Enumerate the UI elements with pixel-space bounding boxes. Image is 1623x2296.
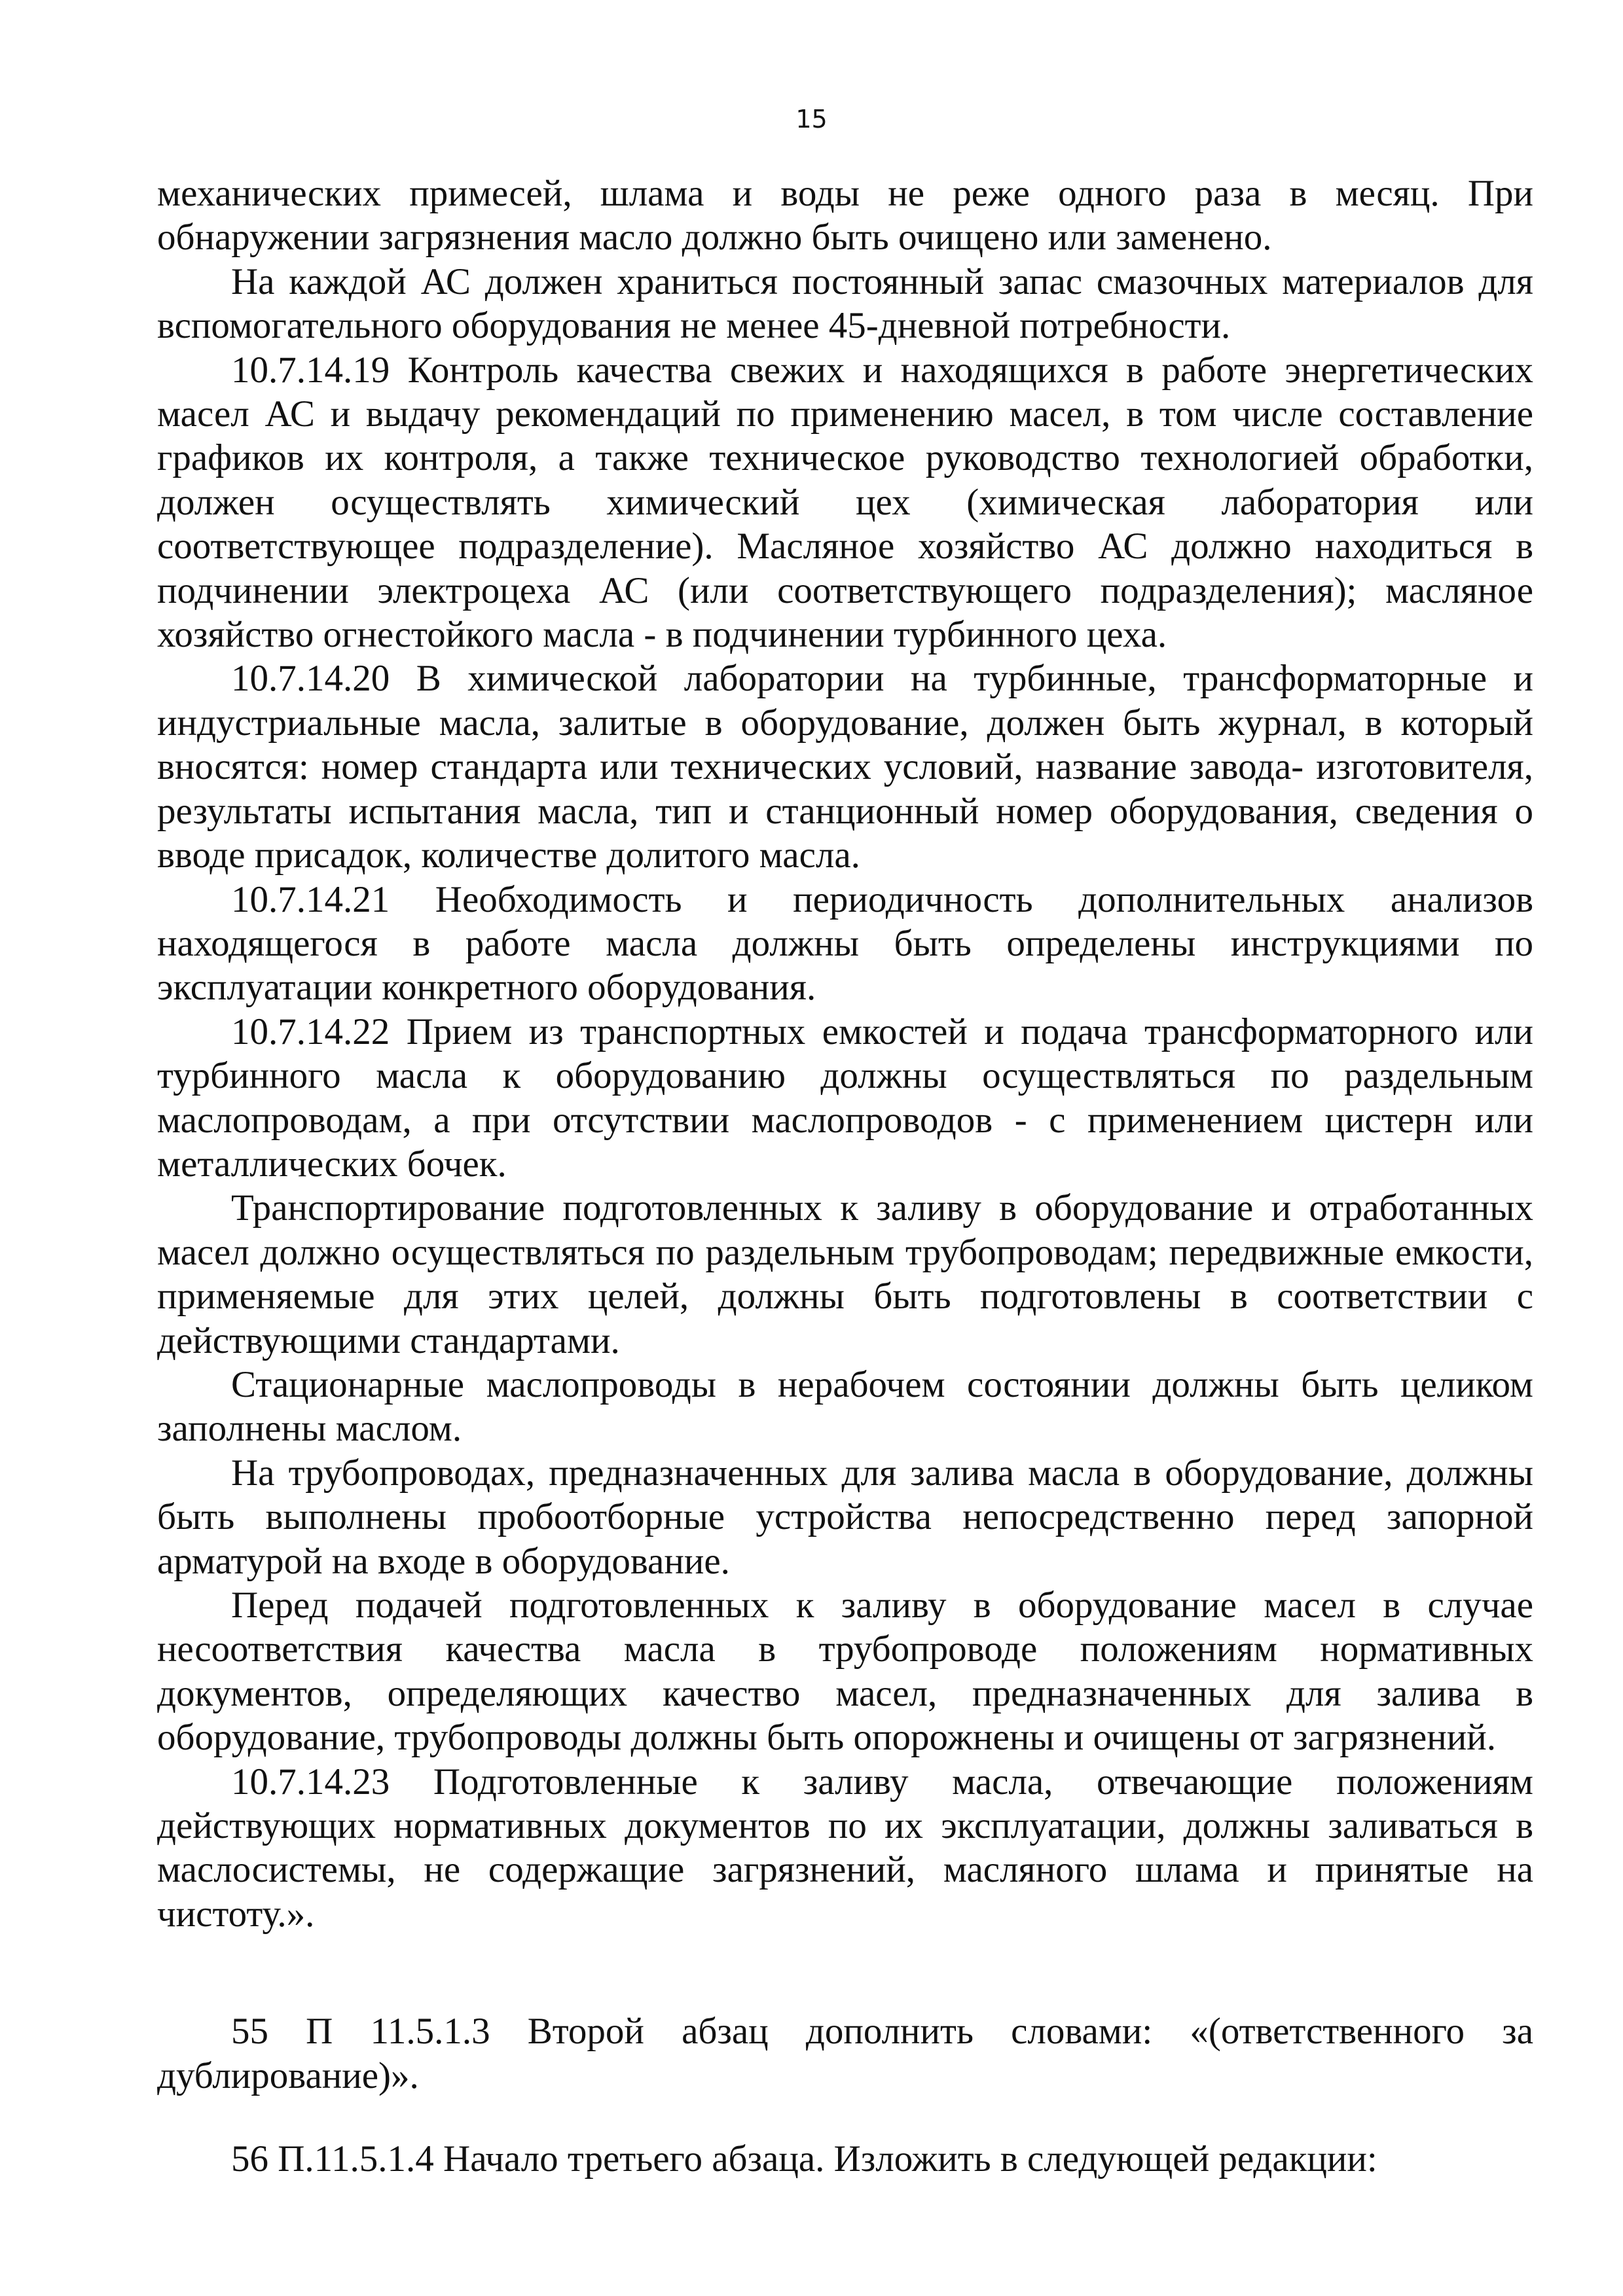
paragraph-transportation: Транспортирование подготовленных к заливу в оборудование и отработанных масел должно осуществляться по раздельным трубопроводам; передвижные емкости, применяемые для этих целей, должны быть подготовлены в соответствии с действующими стандартами. (157, 1187, 1533, 1361)
paragraph-10-7-14-21: 10.7.14.21 Необходимость и периодичность дополнительных анализов находящегося в работе масла должны быть определены инструкциями по эксплуатации конкретного оборудования. (157, 878, 1533, 1009)
paragraph-stationary-pipelines: Стационарные маслопроводы в нерабочем состоянии должны быть целиком заполнены маслом. (157, 1363, 1533, 1450)
page-number: 15 (795, 105, 828, 134)
document-body (157, 171, 1533, 2181)
paragraph-sampling-devices: На трубопроводах, предназначенных для залива масла в оборудование, должны быть выполнены пробоотборные устройства непосредственно перед запорной арматурой на входе в оборудование. (157, 1452, 1533, 1582)
paragraph-continuation: механических примесей, шлама и воды не реже одного раза в месяц. При обнаружении загрязнения масло должно быть очищено или заменено. (157, 173, 1533, 259)
paragraph-item-55: 55 П 11.5.1.3 Второй абзац дополнить словами: «(ответственного за дублирование)». (157, 2011, 1533, 2096)
paragraph-10-7-14-20: 10.7.14.20 В химической лаборатории на турбинные, трансформаторные и индустриальные масла, залитые в оборудование, должен быть журнал, в который вносятся: номер стандарта или технических условий, название завода- изготовителя, результаты испытания масла, тип и станционный номер оборудования, сведения о вводе присадок, количестве долитого масла. (157, 658, 1533, 876)
paragraph-10-7-14-19: 10.7.14.19 Контроль качества свежих и находящихся в работе энергетических масел АС и выдачу рекомендаций по применению масел, в том числе составление графиков их контроля, а также техническое руководство технологией обработки, должен осуществлять химический цех (химическая лаборатория или соответствующее подразделение). Масляное хозяйство АС должно находиться в подчинении электроцеха АС (или соответствующего подразделения); масляное хозяйство огнестойкого масла - в подчинении турбинного цеха. (157, 349, 1533, 656)
paragraph-10-7-14-23: 10.7.14.23 Подготовленные к заливу масла, отвечающие положениям действующих нормативных документов по их эксплуатации, должны заливаться в маслосистемы, не содержащие загрязнений, масляного шлама и принятые на чистоту.». (157, 1761, 1533, 1935)
paragraph-lubricant-reserve: На каждой АС должен храниться постоянный запас смазочных материалов для вспомогательного оборудования не менее 45-дневной потребности. (157, 260, 1533, 347)
paragraph-pipeline-cleaning: Перед подачей подготовленных к заливу в оборудование масел в случае несоответствия качества масла в трубопроводе положениям нормативных документов, определяющих качество масел, предназначенных для залива в оборудование, трубопроводы должны быть опорожнены и очищены от загрязнений. (157, 1585, 1533, 1759)
paragraph-item-56: 56 П.11.5.1.4 Начало третьего абзаца. Изложить в следующей редакции: (231, 2138, 1377, 2180)
paragraph-10-7-14-22: 10.7.14.22 Прием из транспортных емкостей и подача трансформаторного или турбинного масла к оборудованию должны осуществляться по раздельным маслопроводам, а при отсутствии маслопроводов - с применением цистерн или металлических бочек. (157, 1011, 1533, 1185)
